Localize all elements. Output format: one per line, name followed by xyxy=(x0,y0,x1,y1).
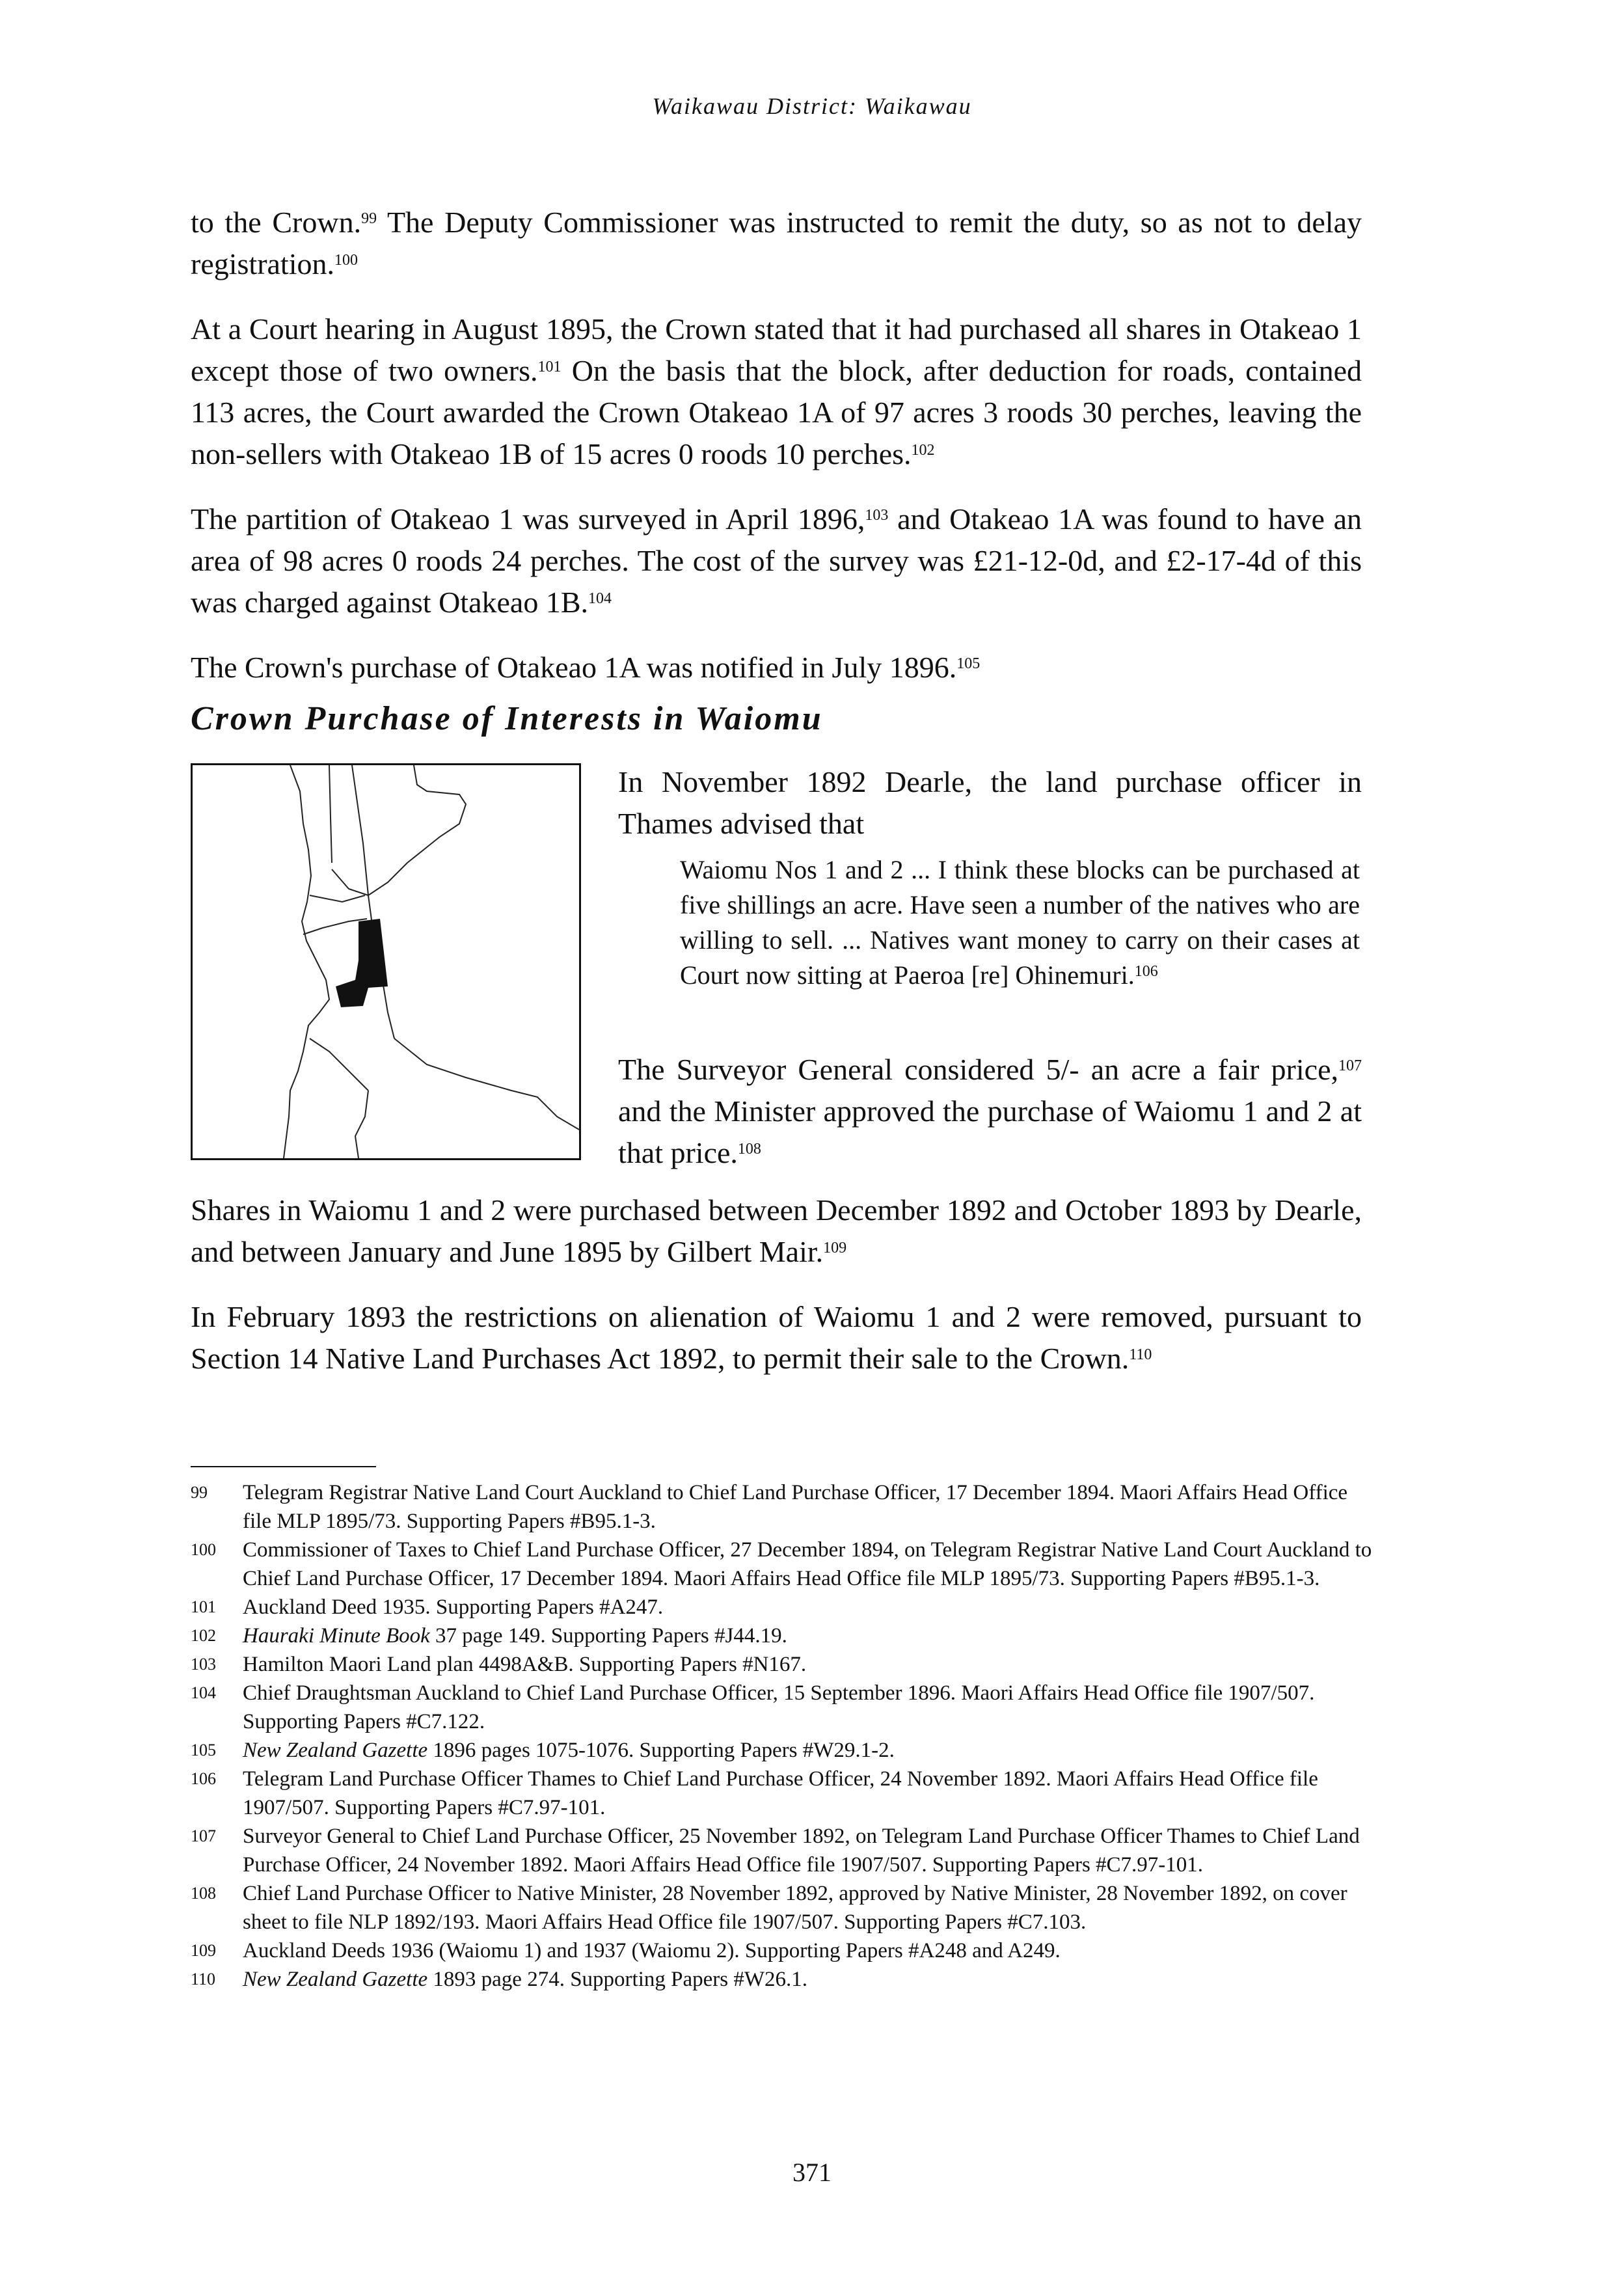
footnote-ref[interactable]: 105 xyxy=(956,655,981,672)
paragraph-1: to the Crown.$^{99}$ The Deputy Commissioner was instructed to remit the duty, so as not to delay registration.$^{100}$ xyxy=(191,206,1362,280)
footnote-item: 101 Auckland Deed 1935. Supporting Papers #A247. xyxy=(191,1595,664,1619)
footnote-item: 110 New Zealand Gazette 1893 page 274. Supporting Papers #W26.1. xyxy=(191,1968,808,1991)
footnote-ref[interactable]: 106 xyxy=(1134,963,1158,980)
footnote-ref[interactable]: 102 xyxy=(911,442,935,459)
footnote-ref[interactable]: 110 xyxy=(1129,1346,1152,1363)
paragraph-5: Shares in Waiomu 1 and 2 were purchased between December 1892 and October 1893 by Dearle, and between January and June 1895 by Gilbert Mair.$^{109}$ xyxy=(191,1193,1362,1268)
paragraph-6: In February 1893 the restrictions on alienation of Waiomu 1 and 2 were removed, pursuant to Section 14 Native Land Purchases Act 1892, to permit their sale to the Crown.$^{110}$ xyxy=(191,1300,1362,1375)
footnote-ref[interactable]: 100 xyxy=(334,252,358,269)
footnote-divider xyxy=(191,1466,376,1467)
paragraph-3: The partition of Otakeao 1 was surveyed in April 1896,$^{103}$ and Otakeao 1A was found to have an area of 98 acres 0 roods 24 perches. The cost of the survey was £21-12-0d, and £2-17-4d of this was charged against Otakeao 1B.$^{104}$ xyxy=(191,502,1362,619)
location-map xyxy=(191,763,581,1160)
footnote-item: 105 New Zealand Gazette 1896 pages 1075-1076. Supporting Papers #W29.1-2. xyxy=(191,1739,895,1762)
footnote-item: 99 Telegram Registrar Native Land Court Auckland to Chief Land Purchase Officer, 17 December 1894. Maori Affairs Head Office file MLP 1895/73. Supporting Papers #B95.1-3. xyxy=(191,1481,1348,1533)
lower-body xyxy=(191,1189,1362,1403)
page-number: 371 xyxy=(792,2158,832,2187)
footnote-item: 107 Surveyor General to Chief Land Purchase Officer, 25 November 1892, on Telegram Land Purchase Officer Thames to Chief Land Purchase Officer, 24 November 1892. Maori Affairs Head Office file 1907/507. Supporting Papers #C7.97-101. xyxy=(191,1825,1360,1877)
footnote-item: 106 Telegram Land Purchase Officer Thames to Chief Land Purchase Officer, 24 November 1892. Maori Affairs Head Office file 1907/507. Supporting Papers #C7.97-101. xyxy=(191,1767,1318,1819)
footnote-ref[interactable]: 104 xyxy=(588,590,612,607)
map-outline-icon xyxy=(193,765,579,1158)
footnote-ref[interactable]: 107 xyxy=(1338,1057,1362,1074)
footnote-item: 104 Chief Draughtsman Auckland to Chief Land Purchase Officer, 15 September 1896. Maori Affairs Head Office file 1907/507. Supporting Papers #C7.122. xyxy=(191,1681,1315,1733)
footnote-ref[interactable]: 103 xyxy=(865,507,889,524)
upper-body xyxy=(191,202,1362,712)
footnotes xyxy=(191,1478,1375,1994)
footnote-ref[interactable]: 99 xyxy=(361,210,377,227)
right-column-intro: In November 1892 Dearle, the land purchase officer in Thames advised that xyxy=(618,765,1362,840)
footnote-item: 102 Hauraki Minute Book 37 page 149. Supporting Papers #J44.19. xyxy=(191,1624,787,1648)
footnote-ref[interactable]: 109 xyxy=(823,1240,847,1256)
footnote-ref[interactable]: 108 xyxy=(737,1141,761,1158)
paragraph-4: The Crown's purchase of Otakeao 1A was notified in July 1896.$^{105}$ xyxy=(191,651,981,684)
footnote-item: 109 Auckland Deeds 1936 (Waiomu 1) and 1937 (Waiomu 2). Supporting Papers #A248 and A249. xyxy=(191,1939,1061,1962)
footnote-ref[interactable]: 101 xyxy=(537,359,562,375)
footnote-item: 103 Hamilton Maori Land plan 4498A&B. Supporting Papers #N167. xyxy=(191,1653,807,1676)
footnote-item: 100 Commissioner of Taxes to Chief Land Purchase Officer, 27 December 1894, on Telegram Registrar Native Land Court Auckland to Chief Land Purchase Officer, 17 December 1894. Maori Affairs Head Office file MLP 1895/73. Supporting Papers #B95.1-3. xyxy=(191,1538,1372,1590)
section-heading: Crown Purchase of Interests in Waiomu xyxy=(191,700,823,737)
block-quote: Waiomu Nos 1 and 2 ... I think these blocks can be purchased at five shillings an acre. Have seen a number of the natives who are willing to sell. ... Natives want money to carry on their cases at Court now sitting at Paeroa [re] Ohinemuri.$^{106}$ xyxy=(680,855,1360,990)
footnote-item: 108 Chief Land Purchase Officer to Native Minister, 28 November 1892, approved by Native Minister, 28 November 1892, on cover sheet to file NLP 1892/193. Maori Affairs Head Office file 1907/507. Supporting Papers #C7.103. xyxy=(191,1882,1347,1934)
surveyor-paragraph: The Surveyor General considered 5/- an acre a fair price,$^{107}$ and the Minister approved the purchase of Waiomu 1 and 2 at that price.$^{108}$ xyxy=(618,1053,1362,1169)
running-head: Waikawau District: Waikawau xyxy=(652,93,972,119)
paragraph-2: At a Court hearing in August 1895, the Crown stated that it had purchased all shares in Otakeao 1 except those of two owners.$^{101}$ On the basis that the block, after deduction for roads, contained 113 acres, the Court awarded the Crown Otakeao 1A of 97 acres 3 roods 30 perches, leaving the non-sellers with Otakeao 1B of 15 acres 0 roods 10 perches.$^{102}$ xyxy=(191,312,1362,470)
